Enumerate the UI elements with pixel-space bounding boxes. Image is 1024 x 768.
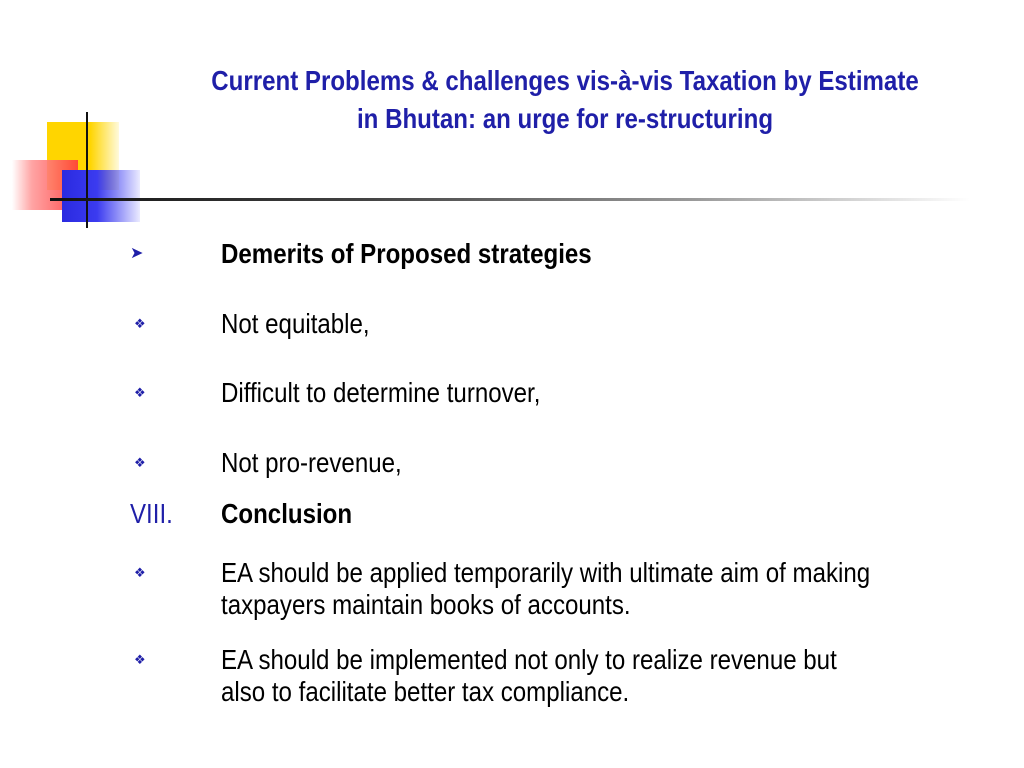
logo-vertical-line (86, 112, 88, 228)
decorative-logo (0, 0, 140, 240)
diamond-bullet-icon: ❖ (134, 565, 146, 580)
slide-title-line-1: Current Problems & challenges vis-à-vis Taxation by Estimate (211, 65, 919, 96)
conclusion-heading: Conclusion (221, 498, 353, 529)
slide-title (200, 62, 931, 138)
list-item-text: Difficult to determine turnover, (221, 377, 541, 408)
title-divider (50, 198, 970, 201)
diamond-bullet-icon: ❖ (134, 385, 146, 400)
list-item-text-line-1: EA should be applied temporarily with ultimate aim of making (221, 557, 871, 588)
diamond-bullet-icon: ❖ (134, 316, 146, 331)
logo-blue-square (62, 170, 140, 222)
list-item-text-line-2: also to facilitate better tax compliance. (221, 676, 630, 707)
list-item-text: Not pro-revenue, (221, 447, 402, 478)
slide-title-line-2: in Bhutan: an urge for re-structuring (356, 103, 774, 134)
list-item-text (221, 644, 969, 708)
list-item-text-line-1: EA should be implemented not only to realize revenue but (221, 644, 837, 675)
diamond-bullet-icon: ❖ (134, 455, 146, 470)
section-number: VIII. (130, 498, 173, 529)
list-item-text-line-2: taxpayers maintain books of accounts. (221, 589, 631, 620)
arrow-bullet-icon: ➤ (130, 245, 144, 262)
demerits-heading: Demerits of Proposed strategies (221, 238, 592, 269)
diamond-bullet-icon: ❖ (134, 652, 146, 667)
list-item-text (221, 557, 969, 621)
list-item-text: Not equitable, (221, 308, 370, 339)
